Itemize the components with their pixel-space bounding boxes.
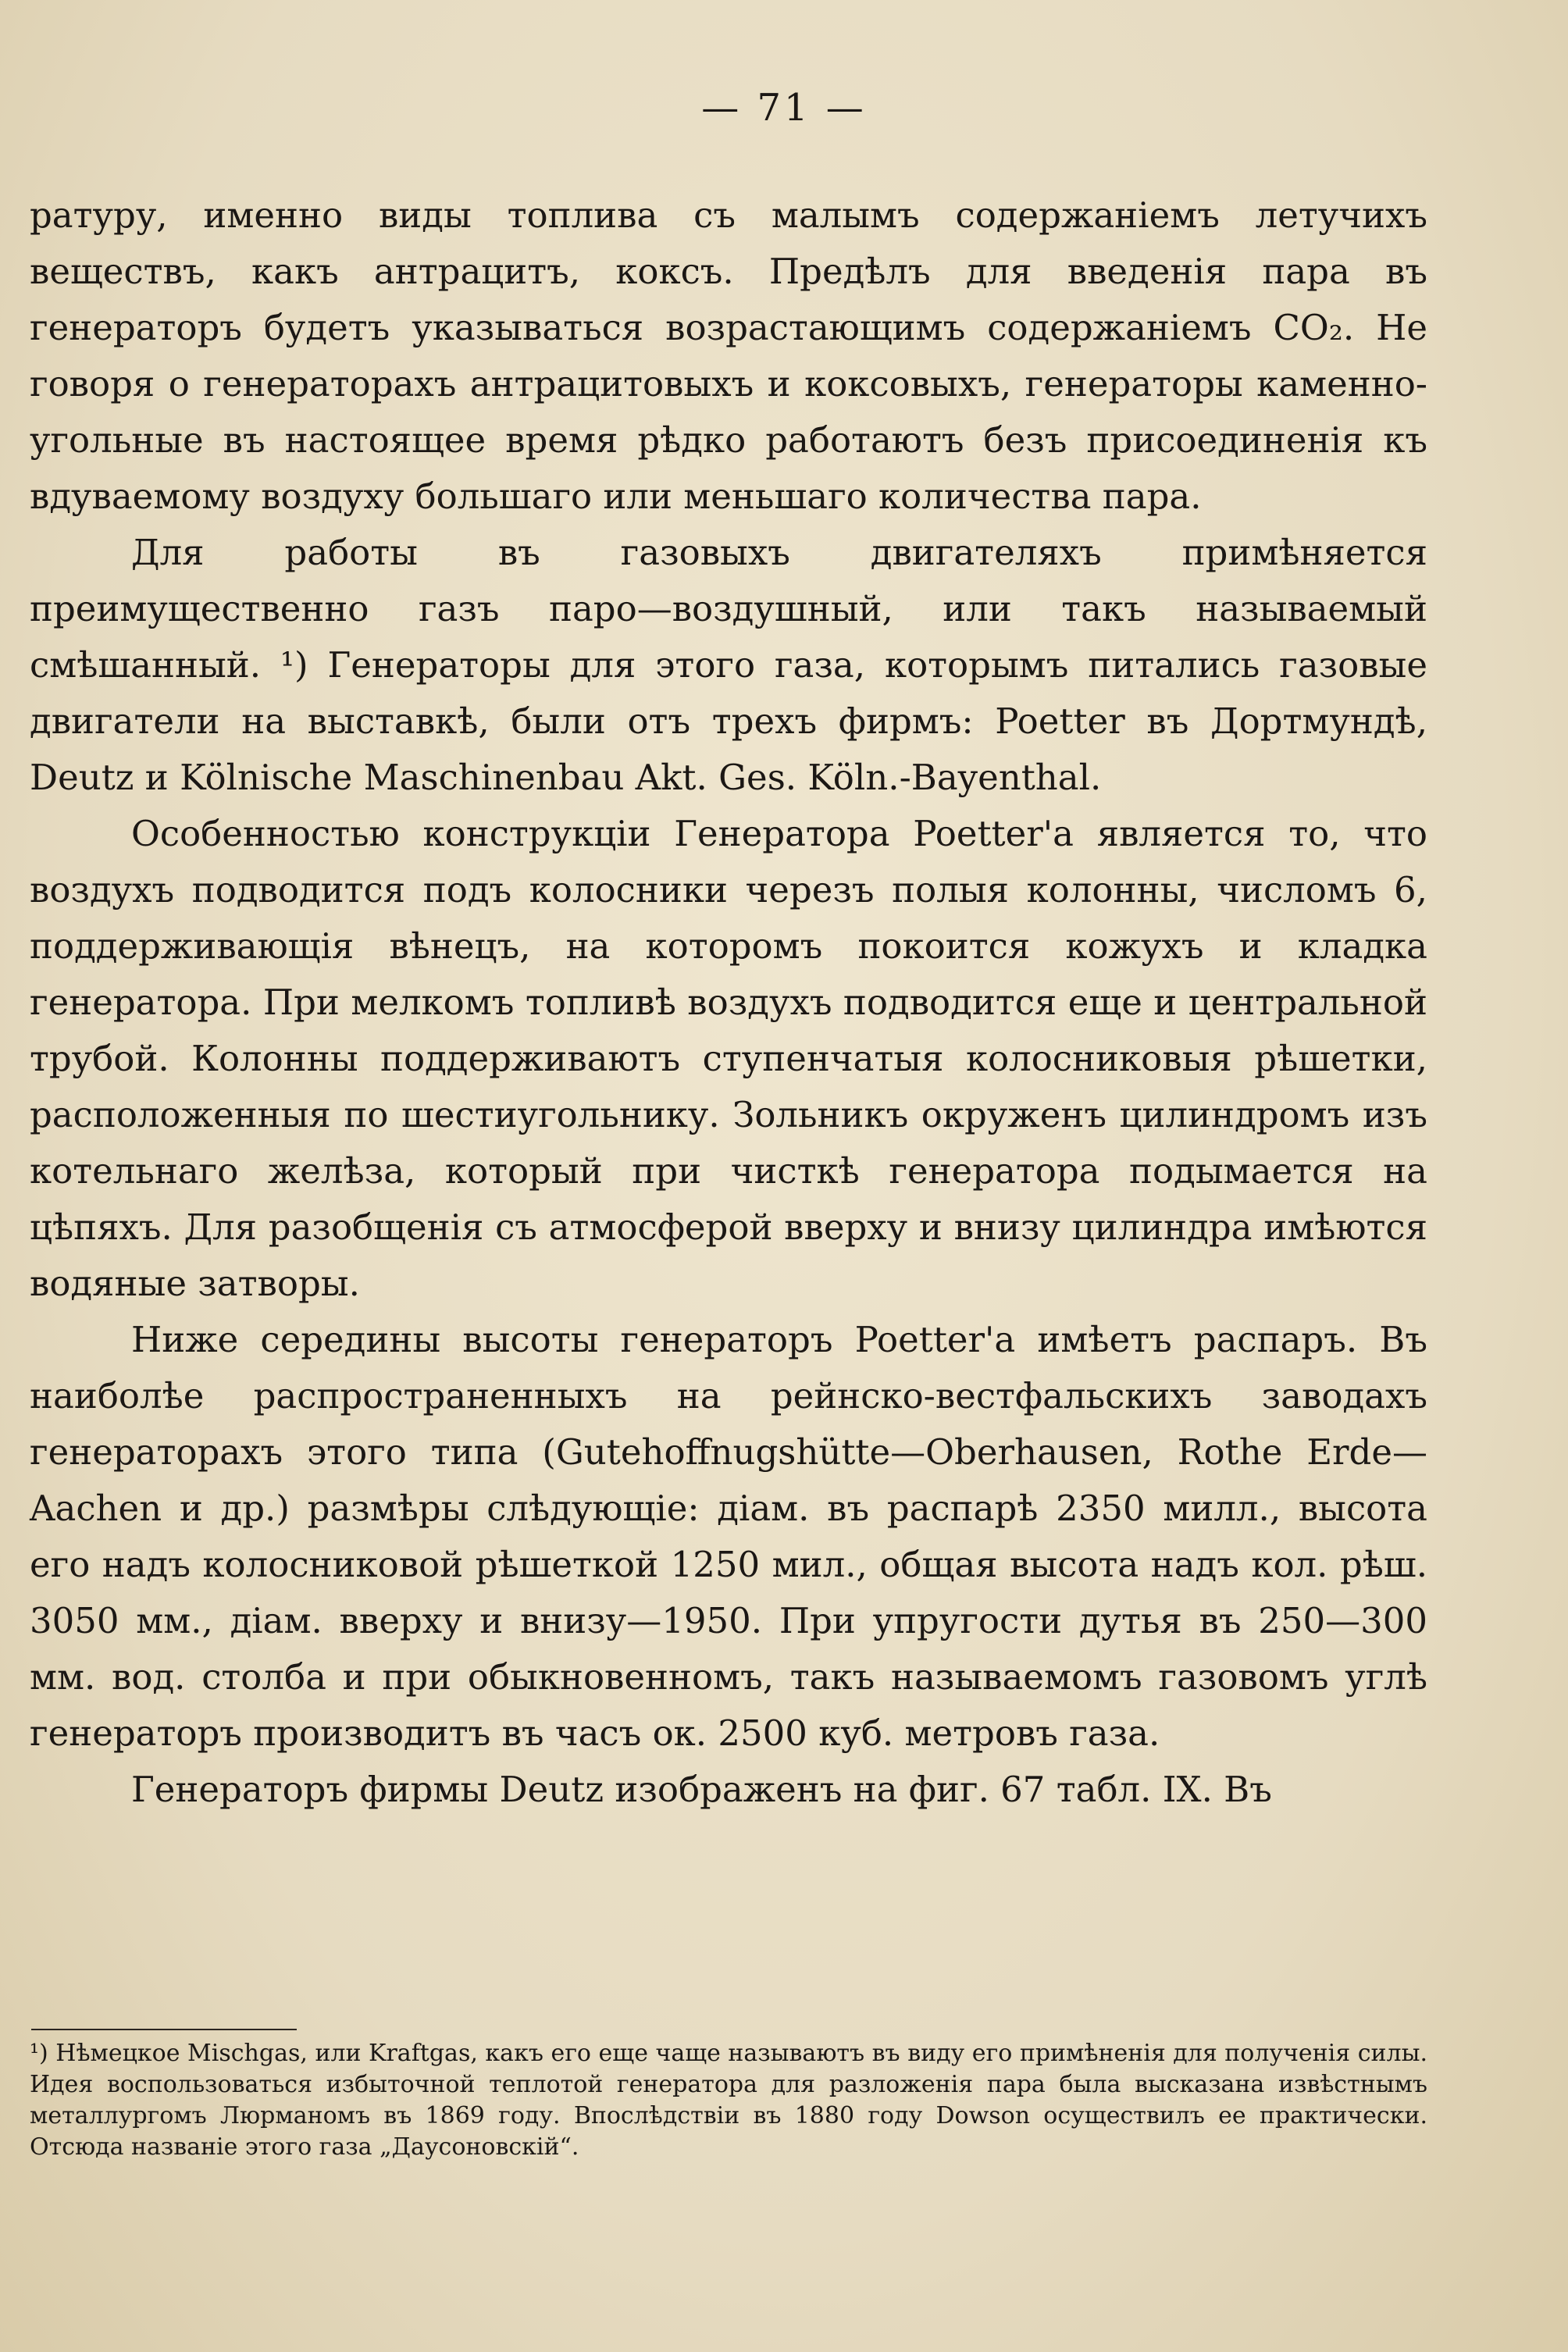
paragraph-1: ратуру, именно виды топлива съ малымъ содержаніемъ летучихъ веществъ, какъ антрацитъ, коксъ. Предѣлъ для введенія пара въ генераторъ будетъ указываться возрастающимъ содержаніемъ CO₂. Не говоря о генераторахъ антрацитовыхъ и коксовыхъ, генераторы каменно-угольные въ настоящее время рѣдко работаютъ безъ присоединенія къ вдуваемому воздуху большаго или меньшаго количества пара. xyxy=(30,194,1427,517)
footnote: ¹) Нѣмецкое Mischgas, или Kraftgas, какъ его еще чаще называютъ въ виду его примѣненія для полученія силы. Идея воспользоваться избыточной теплотой генератора для разложенія пара была высказана извѣстнымъ металлургомъ Люрманомъ въ 1869 году. Впослѣдствіи въ 1880 году Dowson осуществилъ ее практически. Отсюда названіе этого газа „Даусоновскій“. xyxy=(30,2040,1427,2161)
paragraph-2: Для работы въ газовыхъ двигателяхъ примѣняется преимущественно газъ паро—воздушный, или такъ называемый смѣшанный. ¹) Генераторы для этого газа, которымъ питались газовые двигатели на выставкѣ, были отъ трехъ фирмъ: Poetter въ Дортмундѣ, Deutz и Kölnische Maschinenbau Akt. Ges. Köln.-Bayenthal. xyxy=(30,532,1427,798)
page-number: — 71 — xyxy=(701,86,867,130)
footnote-divider xyxy=(31,2029,297,2030)
body-text xyxy=(30,187,1427,1818)
paragraph-3: Особенностью конструкціи Генератора Poetter'а является то, что воздухъ подводится подъ колосники черезъ полыя колонны, числомъ 6, поддерживающія вѣнецъ, на которомъ покоится кожухъ и кладка генератора. При мелкомъ топливѣ воздухъ подводится еще и центральной трубой. Колонны поддерживаютъ ступенчатыя колосниковыя рѣшетки, расположенныя по шестиугольнику. Зольникъ окруженъ цилиндромъ изъ котельнаго желѣза, который при чисткѣ генератора подымается на цѣпяхъ. Для разобщенія съ атмосферой вверху и внизу цилиндра имѣются водяные затворы. xyxy=(30,813,1427,1304)
paragraph-4: Ниже середины высоты генераторъ Poetter'а имѣетъ распаръ. Въ наиболѣе распространенныхъ на рейнско-вестфальскихъ заводахъ генераторахъ этого типа (Gutehoffnugshütte—Oberhausen, Rothe Erde—Aachen и др.) размѣры слѣдующіе: діам. въ распарѣ 2350 милл., высота его надъ колосниковой рѣшеткой 1250 мил., общая высота надъ кол. рѣш. 3050 мм., діам. вверху и внизу—1950. При упругости дутья въ 250—300 мм. вод. столба и при обыкновенномъ, такъ называемомъ газовомъ углѣ генераторъ производитъ въ часъ ок. 2500 куб. метровъ газа. xyxy=(30,1319,1427,1754)
paragraph-5: Генераторъ фирмы Deutz изображенъ на фиг. 67 табл. IX. Въ xyxy=(131,1769,1272,1810)
